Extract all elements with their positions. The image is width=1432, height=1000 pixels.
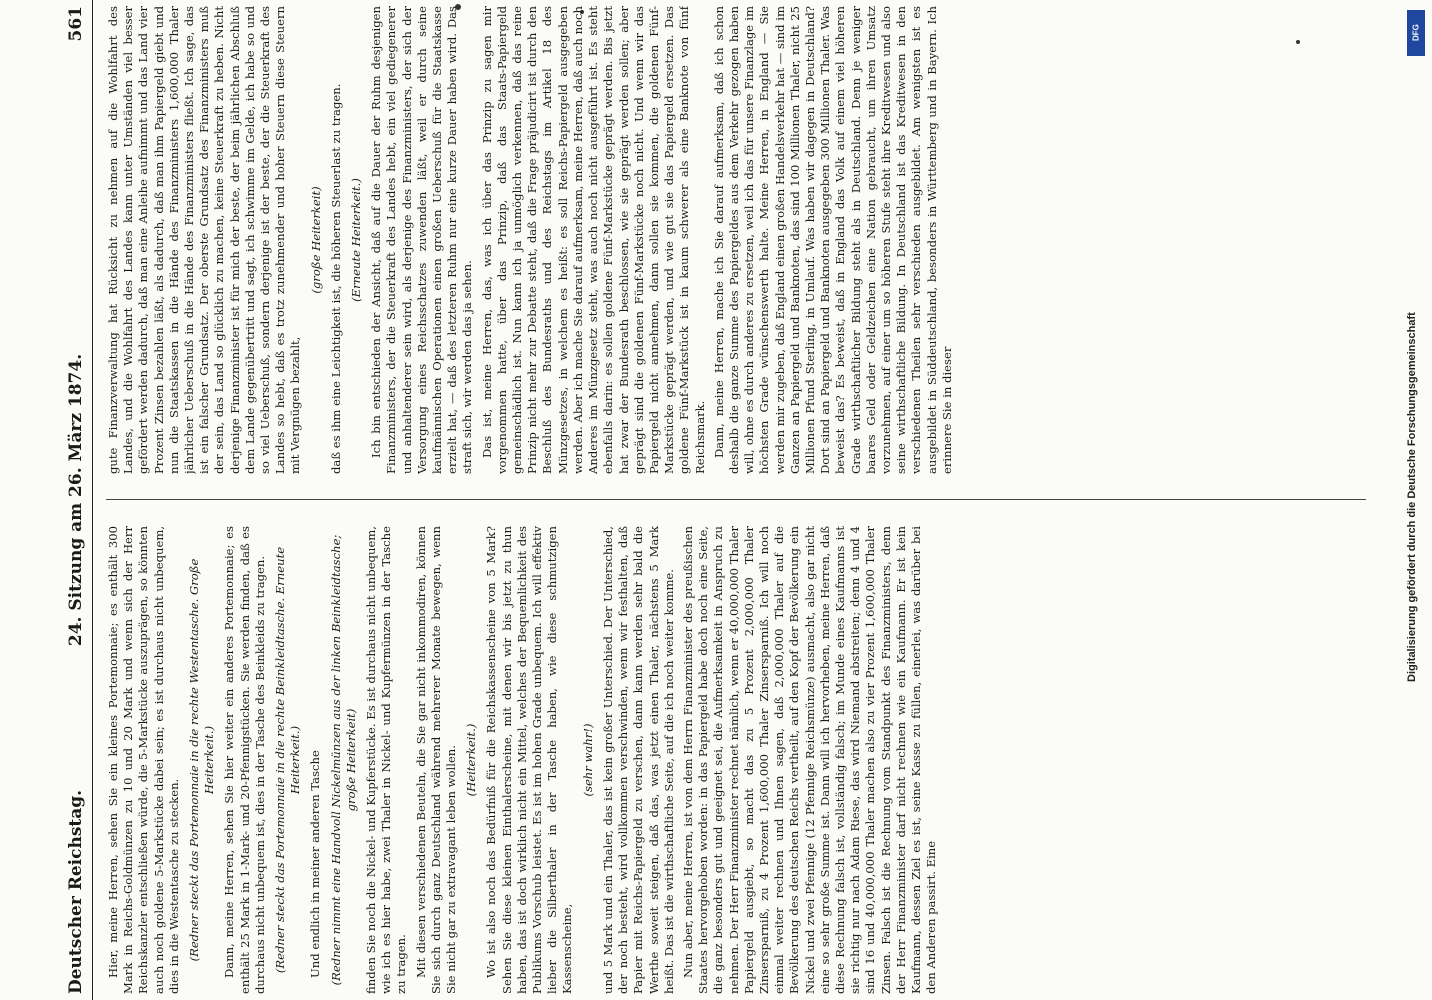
dfg-logo: DFG	[1407, 10, 1425, 56]
digitization-credit: Digitalisierung gefördert durch die Deutsche Forschungsgemeinschaft	[1406, 312, 1418, 682]
page-number: 561	[66, 6, 86, 42]
left-text-column	[106, 526, 1366, 994]
stage-direction: (Redner steckt das Portemonnaie in die rechte Westentasche. Große Heiterkeit.)	[187, 558, 217, 962]
publication-title: Deutscher Reichstag.	[66, 789, 86, 994]
paragraph: Dann, meine Herren, sehen Sie hier weiter ein anderes Portemonnaie; es enthält 25 Mark in 1-Mark- und 20-Pfennigstücken. Sie werden finden, daß es durchaus nicht unbequem ist, dies in der Tasche des Beinkleids zu tragen.	[222, 526, 267, 994]
rotated-newspaper-page	[56, 0, 1376, 1000]
paragraph: daß es ihm eine Leichtigkeit ist, die höheren Steuerlast zu tragen.	[328, 83, 343, 474]
right-text-column	[106, 6, 1366, 474]
paragraph: Und endlich in meiner anderen Tasche	[308, 750, 323, 978]
paragraph: und 5 Mark und ein Thaler, das ist kein großer Unterschied. Der Unterschied, der noch besteht, wird vollkommen verschwinden, wenn wir festhalten, daß Papier mit Reichs-Papiergeld zu verschen, dann kann werden sehr bald die Werthe soweit steigen, daß das, was jetzt einen Thaler, nächstens 5 Mark heißt. Das ist die wirthschaftliche Seite, auf die ich noch weiter komme.	[600, 526, 676, 994]
stage-direction: (große Heiterkeit)	[308, 186, 323, 294]
paragraph: Dann, meine Herren, mache ich Sie darauf aufmerksam, daß ich schon deshalb die ganze Summe des Papiergeldes aus dem Verkehr gezogen haben will, ohne es durch anderes zu ersetzen, weil ich das für unsere Finanzlage im höchsten Grade wünschenswerth halte. Meine Herren, in England — Sie werden mir zugeben, daß England einen großen Handelsverkehr hat — sind im Ganzen an Papiergeld und Banknoten, das sind 100 Millionen Thaler, nicht 25 Millionen Pfund Sterling, in Umlauf. Was haben wir dagegen in Deutschland? Dort sind an Papiergeld und Banknoten ausgegeben 300 Millionen Thaler. Was beweist das? Es beweist, daß in England das Volk auf einem viel höheren Grade wirthschaftlicher Bildung steht als in Deutschland. Denn je weniger baares Geld oder Geldzeichen eine Nation gebraucht, um ihren Umsatz vorzunehmen, auf einer um so höheren Stufe steht ihre Kreditwesen und also seine wirthschaftliche Bildung. In Deutschland ist das Kreditwesen in den verschiedenen Theilen sehr verschieden ausgebildet. Am wenigsten ist es ausgebildet in Süddeutschland, besonders in Württemberg und in Bayern. Ich erinnere Sie in dieser	[711, 6, 954, 474]
stage-direction: (Erneute Heiterkeit.)	[349, 178, 364, 302]
paragraph: Das ist, meine Herren, das, was ich über das Prinzip zu sagen mir vorgenommen hatte, über das Prinzip, daß das Staats-Papiergeld gemeinschädlich ist. Nun kann ich ja unmöglich verkennen, daß das reine Prinzip nicht mehr zur Debatte steht, daß die Frage präjudicirt ist durch den Beschluß des Bundesraths und des Reichstags im Artikel 18 des Münzgesetzes, in welchem es heißt: es soll Reichs-Papiergeld ausgegeben werden. Aber ich mache Sie darauf aufmerksam, meine Herren, daß auch noch Anderes im Münzgesetz steht, was auch noch nicht ausgeführt ist. Es steht ebenfalls darin: es sollen goldene Fünf-Markstücke geprägt werden. Bis jetzt hat zwar der Bundesrath beschlossen, wie sie geprägt werden sollen; aber geprägt sind die goldenen Fünf-Markstücke noch nicht. Und wenn wir das Papiergeld nicht annehmen, dann sollen sie kommen, die goldenen Fünf-Markstücke geprägt werden, und wie gut sie das Papiergeld ersetzen. Das goldene Fünf-Markstück ist in kaum schwerer als eine Banknote von fünf Reichsmark.	[479, 6, 707, 474]
paragraph: Wo ist also noch das Bedürfniß für die Reichskassenscheine von 5 Mark? Sehen Sie diese kleinen Einthalerscheine, mit denen wir bis jetzt zu thun haben, das ist doch wirklich nicht ein Mittel, welches der Bequemlichkeit des Publikums Vorschub leistet. Es ist im hohen Grade unbequem. Ich will effektiv lieber die Silberthaler in der Tasche haben, wie diese schmutzigen Kassenscheine,	[484, 526, 575, 994]
paragraph: Mit diesen verschiedenen Beuteln, die Sie gar nicht inkommodiren, können Sie sich durch ganz Deutschland während mehrerer Monate bewegen, wenn Sie nicht gar zu extravagant leben wollen.	[413, 526, 459, 994]
paragraph: Hier, meine Herren, sehen Sie ein kleines Portemonnaie; es enthält 300 Mark in Reichs-Goldmünzen zu 10 und 20 Mark und wenn sich der Herr Reichskanzler entschließen würde, die 5-Markstücke auszuprägen, so könnten auch noch goldene 5-Markstücke dabei sein; es ist durchaus nicht unbequem, dies in die Westentasche zu stecken.	[106, 526, 181, 994]
stage-direction: (Redner steckt das Portemonnaie in die rechte Beinkleidtasche. Erneute Heiterkeit.)	[273, 546, 303, 974]
stage-direction: (Heiterkeit.)	[464, 723, 479, 797]
stage-direction: (Redner nimmt eine Handvoll Nickelmünzen aus der linken Beinkleidtasche; große Heiterkeit)	[328, 534, 358, 986]
stage-direction: (sehr wahr!)	[580, 723, 595, 797]
paragraph: Nun aber, meine Herren, ist von dem Herrn Finanzminister des preußischen Staates hervorgehoben worden: in das Papiergeld habe doch noch eine Seite, die ganz besonders gut und geeignet sei, die Aufmerksamkeit in Anspruch zu nehmen. Der Herr Finanzminister rechnet nämlich, wenn er 40,000,000 Thaler Papiergeld ausgiebt, so macht das zu 5 Prozent 2,000,000 Thaler Zinsersparniß, zu 4 Prozent 1,600,000 Thaler Zinsersparniß. Ich will noch einmal weiter rechnen und Ihnen sagen, daß 2,000,000 Thaler auf die Bevölkerung des deutschen Reichs vertheilt, auf den Kopf der Bevölkerung ein Nickel und zwei Pfennige (12 Pfennige Reichsmünze) ausmacht, also gar nicht eine so sehr große Summe ist. Dann will ich hervorheben, meine Herren, daß diese Rechnung falsch ist, vollständig falsch; im Munde eines Kaufmanns ist sie richtig nur nach Adam Riese, das wird Niemand abstreiten; denn 4 und 4 sind 16 und 40,000,000 Thaler machen also zu vier Prozent 1,600,000 Thaler Zinsen. Falsch ist die Rechnung vom Standpunkt des Finanzministers, denn der Herr Finanzminister darf nicht rechnen wie ein Kaufmann. Er ist kein Kaufmann, dessen Ziel es ist, seine Kasse zu füllen, einerlei, was darüber bei den Anderen passirt. Eine	[680, 526, 939, 994]
page-header	[56, 0, 93, 1000]
session-date: 24. Sitzung am 26. März 1874.	[66, 353, 86, 647]
paragraph: gute Finanzverwaltung hat Rücksicht zu nehmen auf die Wohlfahrt des Landes, und die Wohlfahrt des Landes kann unter Umständen viel besser gefördert werden dadurch, daß man eine Anleihe aufnimmt und das Land vier Prozent Zinsen bezahlen läßt, als dadurch, daß man ihm Papiergeld giebt und nun die Staatskassen in die Hände des Finanzministers 1,600,000 Thaler jährlicher Ueberschuß in die Hände des Finanzministers fließt. Ich sage, das ist ein falscher Grundsatz. Der oberste Grundsatz des Finanzministers muß der sein, das Land so glücklich zu machen, keine Steuerkraft zu heben. Nicht derjenige Finanzminister ist für mich der beste, der beim jährlichen Abschluß dem Lande gegenübertritt und sagt, ich schwimme im Gelde, ich habe so und so viel Ueberschuß, sondern derjenige ist der beste, der die Steuerkraft des Landes so hebt, daß es trotz zunehmender und hoher Steuern diese Steuern mit Vergnügen bezahlt,	[106, 6, 303, 474]
column-rule	[106, 499, 1366, 500]
paragraph: finden Sie noch die Nickel- und Kupferstücke. Es ist durchaus nicht unbequem, wie ich es hier habe, zwei Thaler in Nickel- und Kupfermünzen in der Tasche zu tragen.	[364, 526, 409, 994]
paragraph: Ich bin entschieden der Ansicht, daß auf die Dauer der Ruhm desjenigen Finanzministers, der die Steuerkraft des Landes hebt, ein viel gediegenerer und anhaltenderer sein wird, als derjenige des Finanzministers, der sich der Versorgung eines Reichsschatzes zuwenden läßt, weil er durch seine kaufmännischen Operationen einen großen Ueberschuß für die Staatskasse erzielt hat, — daß des letzteren Ruhm nur eine kurze Dauer haben wird. Das straft sich, wir werden das ja sehen.	[369, 6, 475, 474]
digitization-stamp	[1406, 6, 1426, 994]
